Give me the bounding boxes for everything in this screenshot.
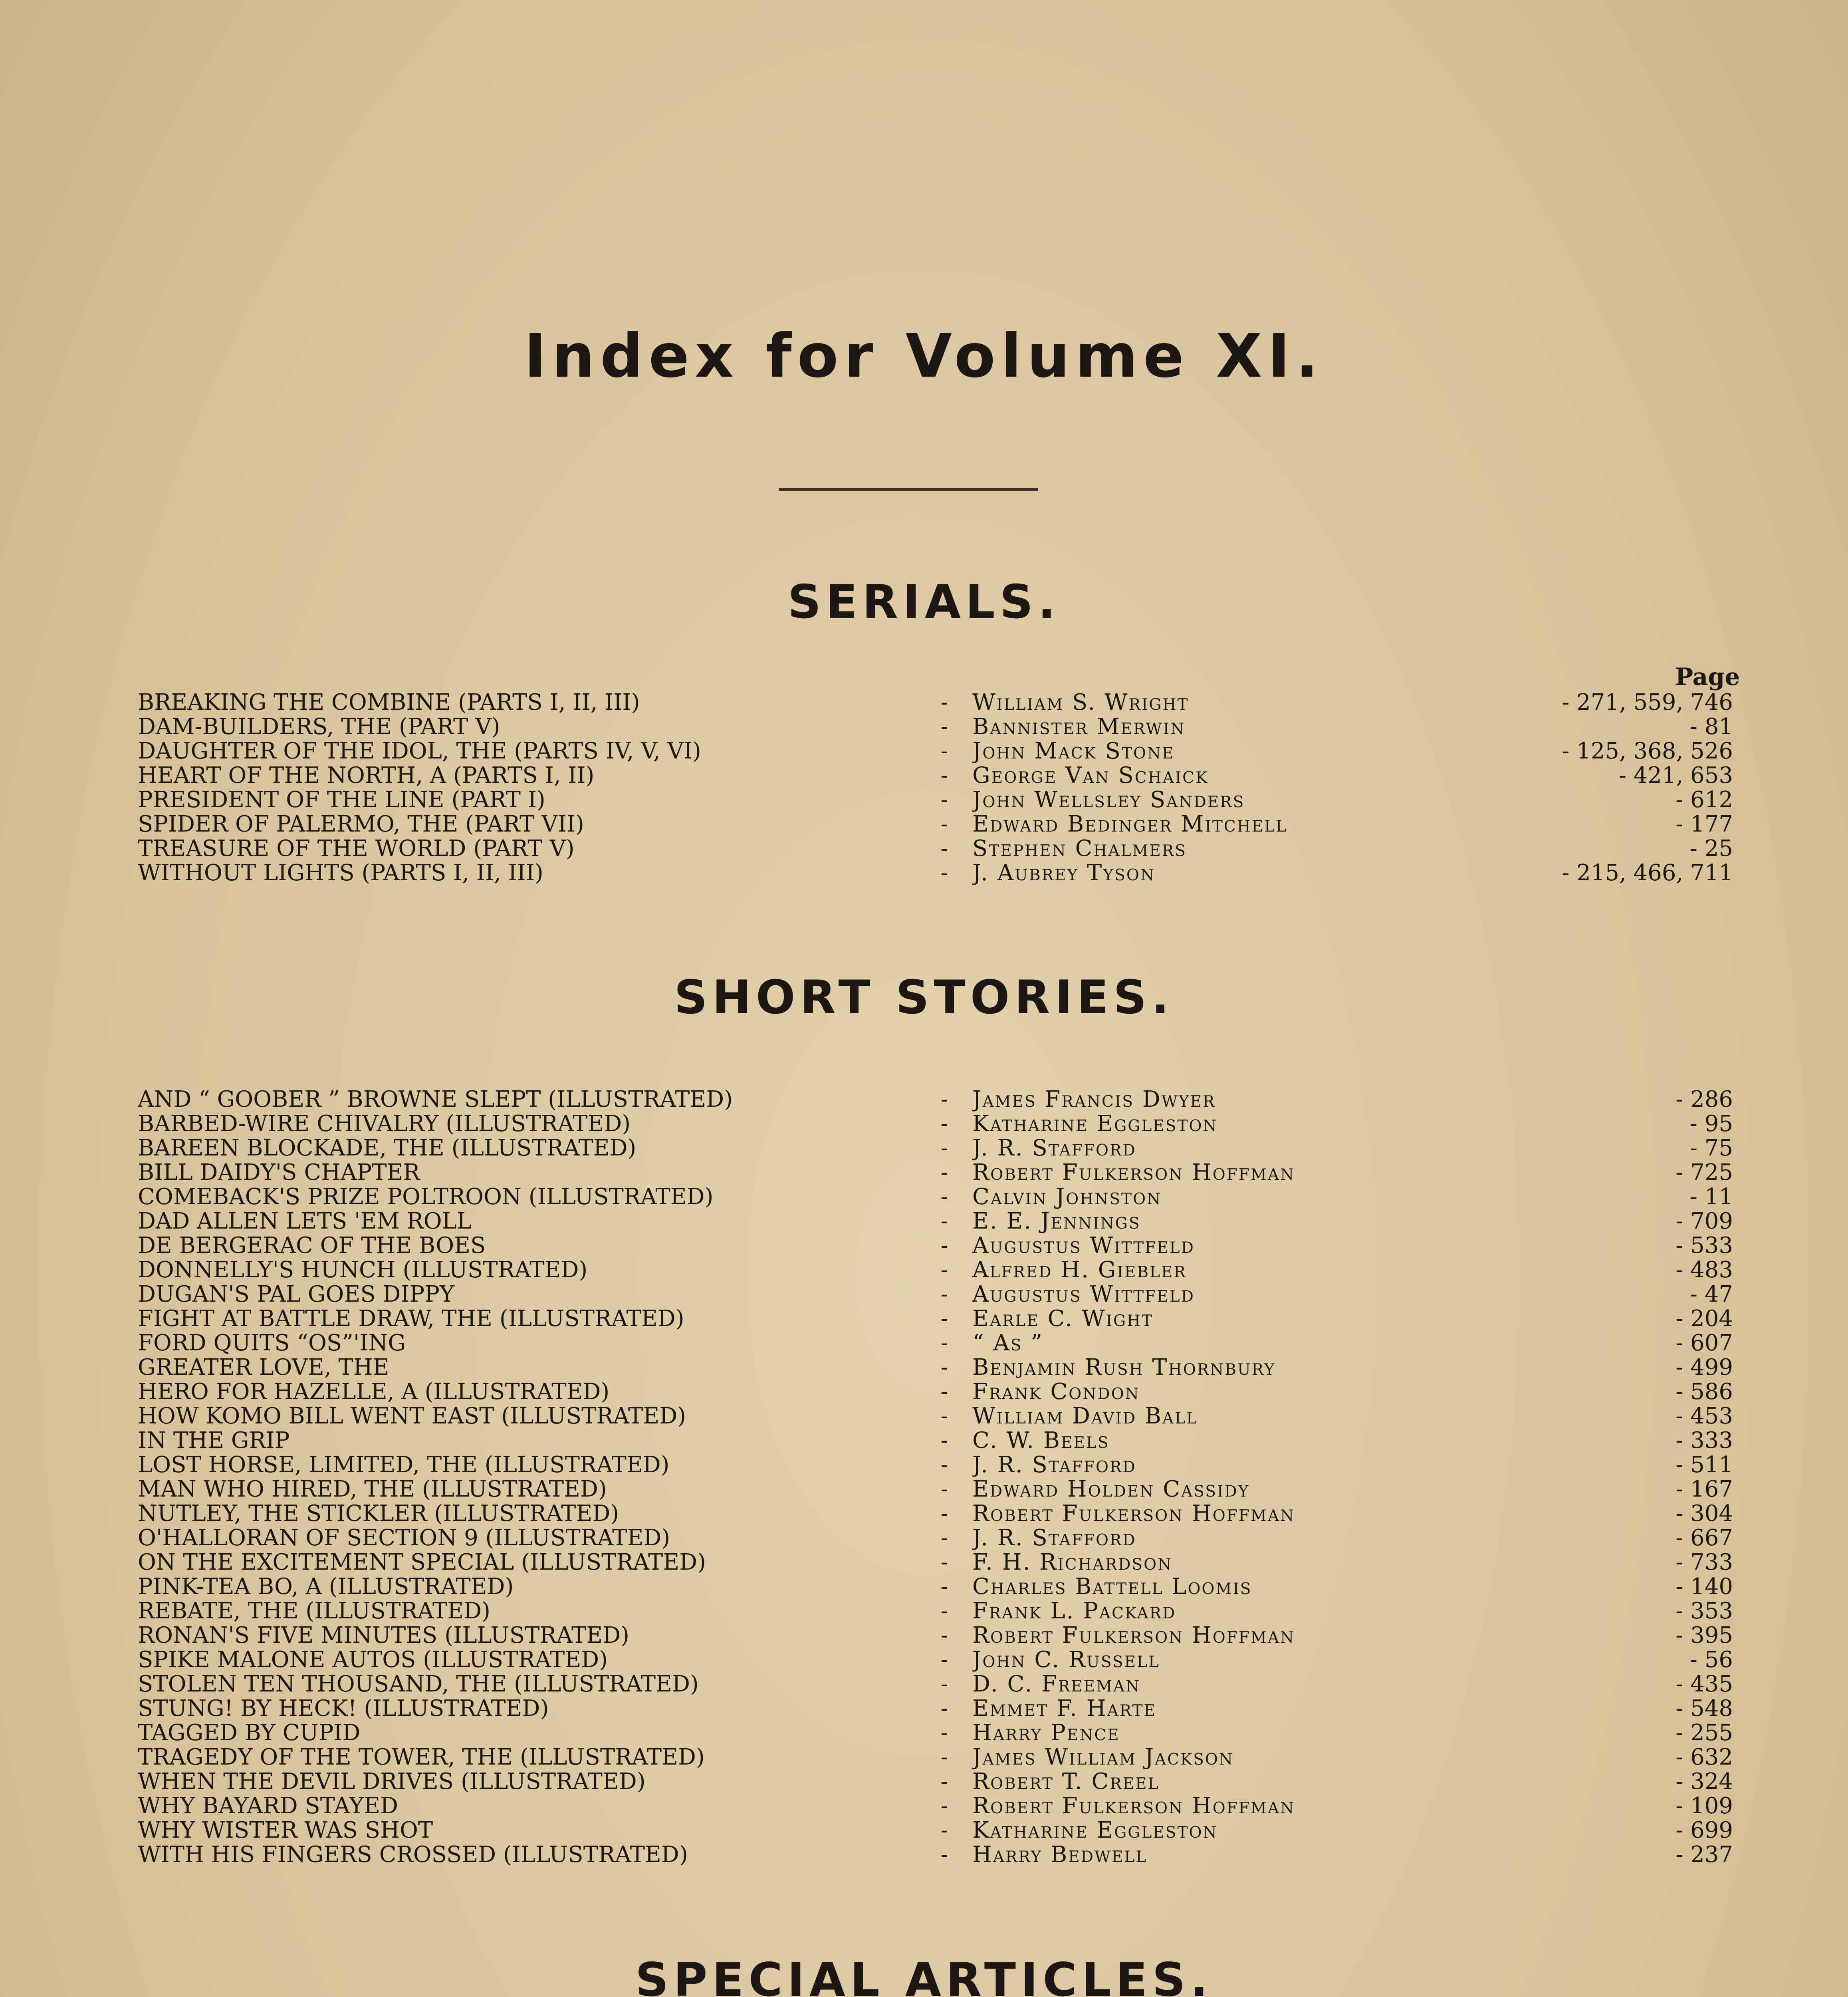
entry-pages: - 499 [1675,1354,1733,1380]
leader-dash: - [940,1842,948,1868]
entry-title: WITH HIS FINGERS CROSSED (ILLUSTRATED) [138,1842,688,1867]
entry-pages: - 47 [1690,1281,1733,1307]
index-entry [138,1209,1733,1233]
leader-dash: - [940,1476,948,1502]
index-entry [138,1160,1733,1185]
index-entry [138,1233,1733,1258]
leader-dash: - [940,1720,948,1746]
leader-dash: - [940,1427,948,1453]
entry-title: DE BERGERAC OF THE BOES [138,1233,486,1258]
entry-pages: - 56 [1690,1647,1733,1673]
entry-title: FORD QUITS “OS”'ING [138,1331,406,1355]
entry-author: Stephen Chalmers [972,836,1187,861]
leader-dash: - [940,1695,948,1721]
entry-title: DUGAN'S PAL GOES DIPPY [138,1282,454,1306]
entry-pages: - 395 [1675,1622,1733,1648]
index-entry [138,1842,1733,1867]
index-entry [138,715,1733,739]
entry-author: William David Ball [972,1404,1198,1428]
leader-dash: - [940,1379,948,1405]
index-entry [138,1745,1733,1769]
entry-pages: - 324 [1675,1769,1733,1795]
leader-dash: - [940,1817,948,1843]
entry-pages: - 709 [1675,1208,1733,1234]
entry-author: C. W. Beels [972,1428,1110,1453]
index-entry [138,1306,1733,1331]
index-entry [138,1185,1733,1209]
entry-title: RONAN'S FIVE MINUTES (ILLUSTRATED) [138,1623,629,1648]
entry-author: Benjamin Rush Thornbury [972,1355,1276,1380]
entry-author: “ As ” [972,1331,1044,1355]
index-entry [138,1258,1733,1282]
entry-title: DAD ALLEN LETS 'EM ROLL [138,1209,472,1233]
leader-dash: - [940,1403,948,1429]
index-entry [138,861,1733,885]
index-entry [138,812,1733,836]
index-entry [138,1087,1733,1112]
leader-dash: - [940,1111,948,1137]
entry-title: DONNELLY'S HUNCH (ILLUSTRATED) [138,1258,588,1282]
entry-title: BILL DAIDY'S CHAPTER [138,1160,420,1185]
entry-title: NUTLEY, THE STICKLER (ILLUSTRATED) [138,1501,619,1526]
entry-author: J. Aubrey Tyson [972,861,1155,885]
index-entry [138,1696,1733,1721]
leader-dash: - [940,689,948,715]
entry-author: Augustus Wittfeld [972,1233,1195,1258]
entry-title: WITHOUT LIGHTS (PARTS I, II, III) [138,861,543,885]
entry-author: Katharine Eggleston [972,1112,1218,1136]
entry-author: J. R. Stafford [972,1453,1136,1477]
entry-pages: - 612 [1675,787,1733,813]
entry-pages: - 333 [1675,1427,1733,1453]
entry-author: Robert Fulkerson Hoffman [972,1794,1295,1818]
entry-pages: - 286 [1675,1086,1733,1112]
entry-author: D. C. Freeman [972,1672,1141,1696]
index-entry [138,788,1733,812]
leader-dash: - [940,1793,948,1819]
entry-title: SPIDER OF PALERMO, THE (PART VII) [138,812,584,836]
entry-pages: - 237 [1675,1842,1733,1868]
entry-title: STOLEN TEN THOUSAND, THE (ILLUSTRATED) [138,1672,699,1696]
entry-author: Augustus Wittfeld [972,1282,1195,1306]
leader-dash: - [940,1159,948,1185]
entry-title: WHY BAYARD STAYED [138,1794,398,1818]
short-stories-list [138,1087,1733,1867]
entry-pages: - 353 [1675,1598,1733,1624]
entry-title: BAREEN BLOCKADE, THE (ILLUSTRATED) [138,1136,636,1160]
title-divider [779,488,1038,491]
index-entry [138,1818,1733,1842]
index-entry [138,1477,1733,1501]
index-entry [138,739,1733,763]
entry-pages: - 271, 559, 746 [1562,689,1733,715]
entry-pages: - 699 [1675,1817,1733,1843]
entry-title: PRESIDENT OF THE LINE (PART I) [138,788,545,812]
leader-dash: - [940,714,948,740]
entry-author: Harry Pence [972,1721,1120,1745]
entry-title: HEART OF THE NORTH, A (PARTS I, II) [138,763,595,788]
entry-author: Robert T. Creel [972,1769,1160,1794]
entry-title: HOW KOMO BILL WENT EAST (ILLUSTRATED) [138,1404,686,1428]
entry-pages: - 81 [1690,714,1733,740]
leader-dash: - [940,1233,948,1259]
leader-dash: - [940,1769,948,1795]
leader-dash: - [940,811,948,837]
index-entry [138,1623,1733,1648]
leader-dash: - [940,762,948,788]
section-heading-serials: SERIALS. [787,575,1061,629]
entry-author: James Francis Dwyer [972,1087,1216,1112]
entry-title: TREASURE OF THE WORLD (PART V) [138,836,575,861]
leader-dash: - [940,1671,948,1697]
leader-dash: - [940,860,948,886]
leader-dash: - [940,836,948,862]
index-entry [138,1112,1733,1136]
entry-author: Robert Fulkerson Hoffman [972,1501,1295,1526]
index-entry [138,1526,1733,1550]
index-entry [138,1769,1733,1794]
entry-title: O'HALLORAN OF SECTION 9 (ILLUSTRATED) [138,1526,670,1550]
entry-author: Emmet F. Harte [972,1696,1156,1721]
entry-pages: - 11 [1690,1184,1733,1210]
index-entry [138,1331,1733,1355]
entry-pages: - 204 [1675,1306,1733,1332]
leader-dash: - [940,738,948,764]
entry-title: TAGGED BY CUPID [138,1721,361,1745]
entry-title: WHY WISTER WAS SHOT [138,1818,433,1842]
index-entry [138,1721,1733,1745]
entry-pages: - 533 [1675,1233,1733,1259]
entry-pages: - 483 [1675,1257,1733,1283]
entry-pages: - 125, 368, 526 [1562,738,1733,764]
index-entry [138,1136,1733,1160]
entry-pages: - 215, 466, 711 [1562,860,1733,886]
entry-pages: - 435 [1675,1671,1733,1697]
entry-title: LOST HORSE, LIMITED, THE (ILLUSTRATED) [138,1453,670,1477]
leader-dash: - [940,1647,948,1673]
leader-dash: - [940,787,948,813]
page-title: Index for Volume XI. [524,322,1324,391]
index-entry [138,836,1733,861]
entry-author: Frank L. Packard [972,1599,1176,1623]
leader-dash: - [940,1306,948,1332]
index-entry [138,1599,1733,1623]
section-heading-short-stories: SHORT STORIES. [674,971,1174,1024]
entry-title: COMEBACK'S PRIZE POLTROON (ILLUSTRATED) [138,1185,714,1209]
entry-author: John Mack Stone [972,739,1175,763]
entry-title: AND “ GOOBER ” BROWNE SLEPT (ILLUSTRATED) [138,1087,733,1112]
entry-title: PINK-TEA BO, A (ILLUSTRATED) [138,1574,514,1599]
entry-pages: - 667 [1675,1525,1733,1551]
entry-pages: - 453 [1675,1403,1733,1429]
index-entry [138,1453,1733,1477]
entry-pages: - 586 [1675,1379,1733,1405]
leader-dash: - [940,1135,948,1161]
leader-dash: - [940,1184,948,1210]
leader-dash: - [940,1744,948,1770]
entry-title: SPIKE MALONE AUTOS (ILLUSTRATED) [138,1648,608,1672]
index-entry [138,1501,1733,1526]
entry-title: BARBED-WIRE CHIVALRY (ILLUSTRATED) [138,1112,631,1136]
entry-author: Harry Bedwell [972,1842,1148,1867]
entry-title: REBATE, THE (ILLUSTRATED) [138,1599,490,1623]
leader-dash: - [940,1622,948,1648]
index-entry [138,1550,1733,1574]
entry-author: Robert Fulkerson Hoffman [972,1160,1295,1185]
entry-pages: - 607 [1675,1330,1733,1356]
entry-author: William S. Wright [972,690,1189,715]
entry-title: DAM-BUILDERS, THE (PART V) [138,715,500,739]
index-entry [138,1672,1733,1696]
entry-title: FIGHT AT BATTLE DRAW, THE (ILLUSTRATED) [138,1306,684,1331]
leader-dash: - [940,1330,948,1356]
entry-author: Robert Fulkerson Hoffman [972,1623,1295,1648]
entry-author: Alfred H. Giebler [972,1258,1187,1282]
entry-title: MAN WHO HIRED, THE (ILLUSTRATED) [138,1477,607,1501]
entry-author: F. H. Richardson [972,1550,1173,1574]
entry-title: TRAGEDY OF THE TOWER, THE (ILLUSTRATED) [138,1745,705,1769]
page-column-label: Page [1675,663,1740,691]
leader-dash: - [940,1598,948,1624]
entry-pages: - 109 [1675,1793,1733,1819]
entry-pages: - 511 [1675,1452,1733,1478]
entry-author: Edward Holden Cassidy [972,1477,1250,1501]
entry-author: E. E. Jennings [972,1209,1141,1233]
index-entry [138,1282,1733,1306]
index-entry [138,763,1733,788]
section-heading-special-articles: SPECIAL ARTICLES. [635,1953,1213,1997]
entry-pages: - 140 [1675,1574,1733,1600]
index-entry [138,1648,1733,1672]
entry-pages: - 177 [1675,811,1733,837]
entry-title: DAUGHTER OF THE IDOL, THE (PARTS IV, V, VI) [138,739,701,763]
entry-pages: - 304 [1675,1501,1733,1527]
entry-pages: - 167 [1675,1476,1733,1502]
entry-title: GREATER LOVE, THE [138,1355,389,1380]
index-entry [138,1380,1733,1404]
entry-author: John Wellsley Sanders [972,788,1245,812]
entry-title: BREAKING THE COMBINE (PARTS I, II, III) [138,690,640,715]
leader-dash: - [940,1208,948,1234]
entry-pages: - 548 [1675,1695,1733,1721]
index-entry [138,1404,1733,1428]
entry-author: Frank Condon [972,1380,1140,1404]
entry-author: Katharine Eggleston [972,1818,1218,1842]
leader-dash: - [940,1354,948,1380]
entry-author: George Van Schaick [972,763,1209,788]
serials-list [138,690,1733,885]
entry-author: Charles Battell Loomis [972,1574,1252,1599]
entry-author: Calvin Johnston [972,1185,1162,1209]
entry-pages: - 725 [1675,1159,1733,1185]
entry-author: J. R. Stafford [972,1136,1136,1160]
leader-dash: - [940,1501,948,1527]
index-entry [138,1574,1733,1599]
entry-pages: - 632 [1675,1744,1733,1770]
entry-title: ON THE EXCITEMENT SPECIAL (ILLUSTRATED) [138,1550,706,1574]
entry-title: WHEN THE DEVIL DRIVES (ILLUSTRATED) [138,1769,646,1794]
index-entry [138,690,1733,715]
entry-pages: - 25 [1690,836,1733,862]
index-entry [138,1428,1733,1453]
entry-pages: - 733 [1675,1549,1733,1575]
entry-author: Bannister Merwin [972,715,1186,739]
entry-pages: - 75 [1690,1135,1733,1161]
entry-author: J. R. Stafford [972,1526,1136,1550]
entry-pages: - 421, 653 [1618,762,1733,788]
leader-dash: - [940,1452,948,1478]
entry-author: John C. Russell [972,1648,1160,1672]
leader-dash: - [940,1574,948,1600]
leader-dash: - [940,1257,948,1283]
leader-dash: - [940,1549,948,1575]
index-entry [138,1355,1733,1380]
entry-title: STUNG! BY HECK! (ILLUSTRATED) [138,1696,549,1721]
index-entry [138,1794,1733,1818]
leader-dash: - [940,1281,948,1307]
entry-author: James William Jackson [972,1745,1234,1769]
entry-title: IN THE GRIP [138,1428,290,1453]
entry-title: HERO FOR HAZELLE, A (ILLUSTRATED) [138,1380,610,1404]
leader-dash: - [940,1086,948,1112]
entry-author: Edward Bedinger Mitchell [972,812,1287,836]
leader-dash: - [940,1525,948,1551]
entry-pages: - 95 [1690,1111,1733,1137]
entry-pages: - 255 [1675,1720,1733,1746]
entry-author: Earle C. Wight [972,1306,1154,1331]
